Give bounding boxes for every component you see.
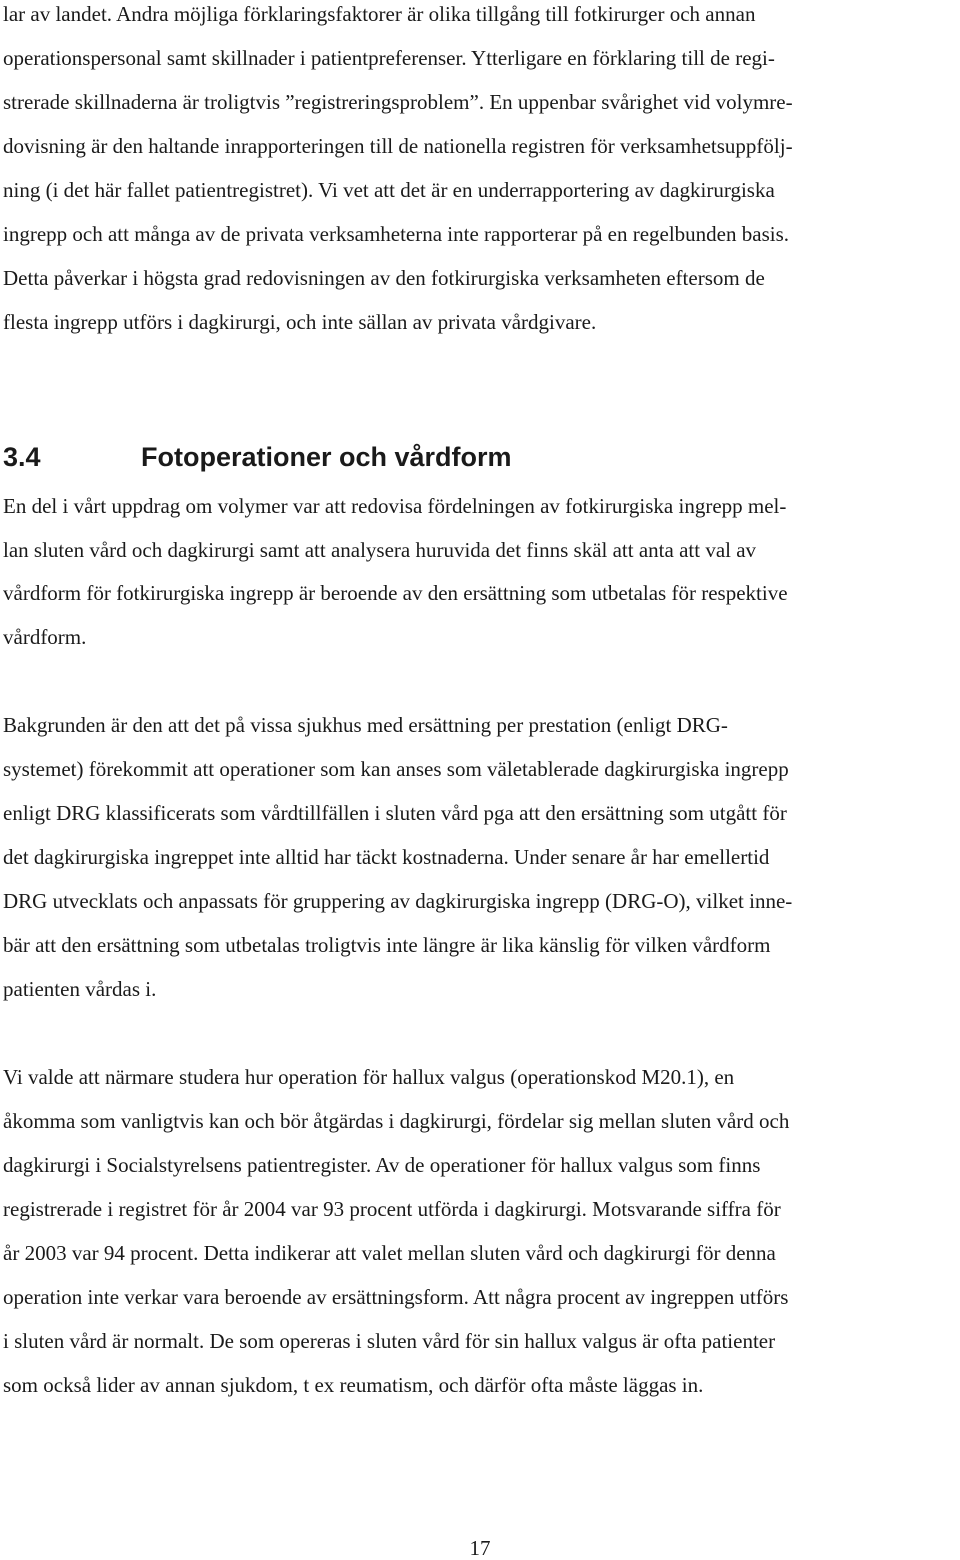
text-line: bär att den ersättning som utbetalas troligtvis inte längre är lika känslig för vilken vårdform bbox=[3, 933, 771, 957]
text-line: lar av landet. Andra möjliga förklaringsfaktorer är olika tillgång till fotkirurger och annan bbox=[3, 2, 756, 26]
text-line: vårdform. bbox=[3, 625, 87, 649]
text-line: operationspersonal samt skillnader i patientpreferenser. Ytterligare en förklaring till de regi- bbox=[3, 46, 775, 70]
section-title: Fotoperationer och vårdform bbox=[141, 442, 512, 472]
text-line: i sluten vård är normalt. De som opereras i sluten vård för sin hallux valgus är ofta patienter bbox=[3, 1329, 776, 1353]
text-line: operation inte verkar vara beroende av ersättningsform. Att några procent av ingreppen utförs bbox=[3, 1285, 789, 1309]
text-line: ning (i det här fallet patientregistret). Vi vet att det är en underrapportering av dagkirurgiska bbox=[3, 178, 775, 202]
text-line: patienten vårdas i. bbox=[3, 977, 157, 1001]
page-number: 17 bbox=[469, 1536, 491, 1560]
text-line: registrerade i registret för år 2004 var 93 procent utförda i dagkirurgi. Motsvarande siffra för bbox=[3, 1197, 781, 1221]
text-line: som också lider av annan sjukdom, t ex reumatism, och därför ofta måste läggas in. bbox=[3, 1373, 704, 1397]
text-line: systemet) förekommit att operationer som kan anses som väletablerade dagkirurgiska ingrepp bbox=[3, 757, 789, 781]
text-line: enligt DRG klassificerats som vårdtillfällen i sluten vård pga att den ersättning som utgått för bbox=[3, 801, 787, 825]
text-line: strerade skillnaderna är troligtvis ”registreringsproblem”. En uppenbar svårighet vid volymre- bbox=[3, 90, 793, 114]
text-line: Bakgrunden är den att det på vissa sjukhus med ersättning per prestation (enligt DRG- bbox=[3, 713, 728, 737]
text-line: åkomma som vanligtvis kan och bör åtgärdas i dagkirurgi, fördelar sig mellan sluten vård och bbox=[3, 1109, 790, 1133]
text-line: år 2003 var 94 procent. Detta indikerar att valet mellan sluten vård och dagkirurgi för denna bbox=[3, 1241, 776, 1265]
text-line: Vi valde att närmare studera hur operation för hallux valgus (operationskod M20.1), en bbox=[3, 1065, 735, 1089]
text-line: dovisning är den haltande inrapporteringen till de nationella registren för verksamhetsuppfölj- bbox=[3, 134, 793, 158]
text-line: lan sluten vård och dagkirurgi samt att analysera huruvida det finns skäl att anta att val av bbox=[3, 538, 757, 562]
text-line: vårdform för fotkirurgiska ingrepp är beroende av den ersättning som utbetalas för respektive bbox=[3, 581, 788, 605]
text-line: flesta ingrepp utförs i dagkirurgi, och inte sällan av privata vårdgivare. bbox=[3, 310, 597, 334]
text-line: Detta påverkar i högsta grad redovisningen av den fotkirurgiska verksamheten eftersom de bbox=[3, 266, 765, 290]
text-line: det dagkirurgiska ingreppet inte alltid har täckt kostnaderna. Under senare år har emellertid bbox=[3, 845, 770, 869]
text-line: ingrepp och att många av de privata verksamheterna inte rapporterar på en regelbunden basis. bbox=[3, 222, 790, 246]
section-heading bbox=[3, 441, 512, 473]
text-line: En del i vårt uppdrag om volymer var att redovisa fördelningen av fotkirurgiska ingrepp mel- bbox=[3, 494, 787, 518]
section-number: 3.4 bbox=[3, 442, 41, 472]
text-line: dagkirurgi i Socialstyrelsens patientregister. Av de operationer för hallux valgus som finns bbox=[3, 1153, 761, 1177]
text-line: DRG utvecklats och anpassats för gruppering av dagkirurgiska ingrepp (DRG-O), vilket inne- bbox=[3, 889, 793, 913]
